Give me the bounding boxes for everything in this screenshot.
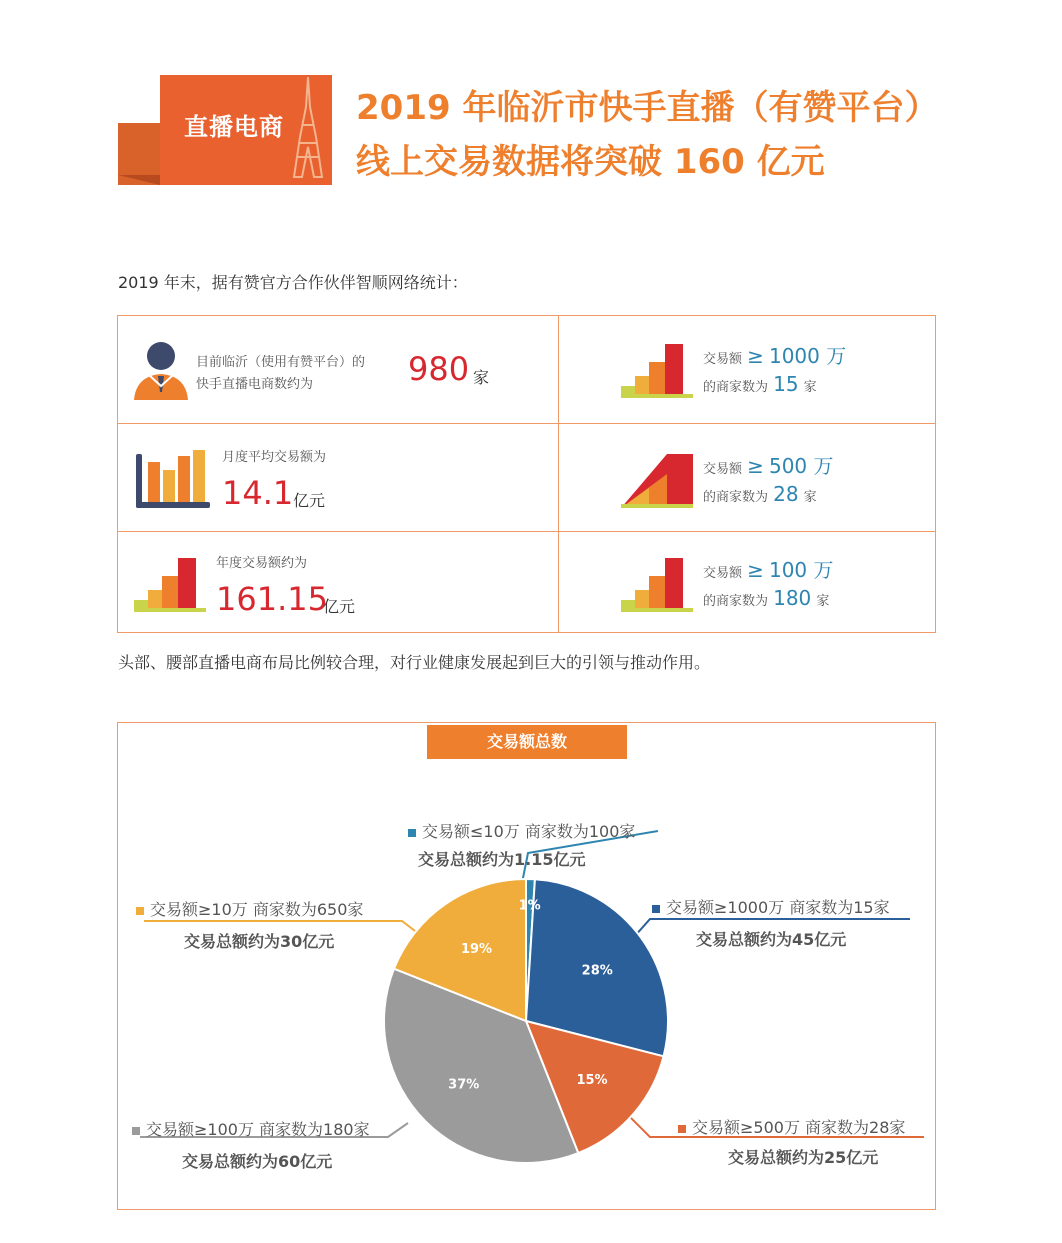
annual-cell — [118, 532, 558, 634]
tier-count-prefix: 的商家数为 — [703, 490, 769, 505]
pie-slice-label: 19% — [460, 942, 493, 958]
merchants-unit: 家 — [473, 368, 490, 387]
pie-slice-label: 28% — [581, 963, 613, 979]
monthly-value: 14.1 — [222, 474, 294, 512]
tier-count-prefix: 的商家数为 — [703, 594, 769, 609]
legend-swatch — [678, 1125, 686, 1133]
annual-label: 年度交易额约为 — [216, 556, 308, 571]
legend-swatch — [136, 907, 144, 915]
tier-prefix: 交易额 — [703, 566, 743, 581]
legend-text: 交易额≤10万 商家数为100家 — [422, 822, 636, 841]
tier-symbol: ≥ — [747, 454, 764, 478]
tier-cell-100w — [559, 532, 937, 634]
pie-chart-panel — [117, 722, 936, 1210]
badge-fold — [118, 175, 160, 185]
tier-count: 28 — [773, 482, 799, 506]
pie-slice-label: 15% — [576, 1073, 608, 1089]
tier-symbol: ≥ — [747, 558, 764, 582]
tier-count-unit: 家 — [816, 594, 830, 609]
tier-amount: 1000 万 — [768, 344, 847, 368]
legend-le10w — [408, 819, 635, 842]
annual-unit: 亿元 — [323, 597, 356, 616]
legend-text: 交易额≥100万 商家数为180家 — [146, 1120, 370, 1139]
chart-title: 交易额总数 — [427, 725, 627, 759]
legend-ge1000w — [652, 895, 890, 918]
legend-sub-ge1000w: 交易总额约为45亿元 — [696, 930, 847, 949]
legend-sub-ge100w: 交易总额约为60亿元 — [182, 1152, 333, 1171]
merchants-label-1: 目前临沂（使用有赞平台）的 — [196, 355, 366, 370]
legend-text: 交易额≥500万 商家数为28家 — [692, 1118, 906, 1137]
tier-prefix: 交易额 — [703, 352, 743, 367]
page-title-line2: 线上交易数据将突破 160 亿元 — [356, 142, 825, 182]
page-title-line1: 2019 年临沂市快手直播（有赞平台） — [356, 88, 939, 128]
legend-ge10w — [136, 897, 363, 920]
intro-text: 2019 年末，据有赞官方合作伙伴智顺网络统计： — [118, 273, 468, 292]
legend-text: 交易额≥1000万 商家数为15家 — [666, 898, 890, 917]
legend-swatch — [652, 905, 660, 913]
monthly-label: 月度平均交易额为 — [222, 450, 327, 465]
rising-bars-icon — [621, 452, 693, 508]
tower-icon — [286, 77, 330, 183]
legend-sub-ge10w: 交易总额约为30亿元 — [184, 932, 335, 951]
tier-symbol: ≥ — [747, 344, 764, 368]
legend-text: 交易额≥10万 商家数为650家 — [150, 900, 364, 919]
merchants-label-2: 快手直播电商数约为 — [196, 377, 314, 392]
legend-sub-ge500w: 交易总额约为25亿元 — [728, 1148, 879, 1167]
person-icon — [132, 340, 190, 402]
tier-count: 180 — [773, 586, 812, 610]
monthly-unit: 亿元 — [293, 491, 326, 510]
tier-amount: 500 万 — [768, 454, 834, 478]
monthly-cell — [118, 424, 558, 531]
tier-cell-500w — [559, 424, 937, 531]
rising-bars-icon — [134, 556, 206, 612]
legend-swatch — [132, 1127, 140, 1135]
tier-prefix: 交易额 — [703, 462, 743, 477]
legend-ge500w — [678, 1115, 905, 1138]
rising-bars-icon — [621, 556, 693, 612]
tier-cell-1000w — [559, 316, 937, 423]
merchants-value: 980 — [408, 350, 470, 388]
section-badge — [118, 75, 332, 185]
tier-count: 15 — [773, 372, 799, 396]
bar-chart-icon — [134, 444, 212, 510]
pie-slice-label: 37% — [448, 1077, 480, 1093]
annual-value: 161.15 — [216, 580, 328, 618]
legend-ge100w — [132, 1117, 370, 1140]
legend-swatch — [408, 829, 416, 837]
tier-count-prefix: 的商家数为 — [703, 380, 769, 395]
badge-label: 直播电商 — [184, 113, 284, 141]
stats-grid — [117, 315, 936, 633]
summary-text: 头部、腰部直播电商布局比例较合理，对行业健康发展起到巨大的引领与推动作用。 — [118, 653, 711, 672]
tier-count-unit: 家 — [803, 490, 817, 505]
tier-amount: 100 万 — [768, 558, 834, 582]
tier-count-unit: 家 — [803, 380, 817, 395]
merchants-cell — [118, 316, 558, 423]
pie-slice-label: 1% — [518, 898, 541, 914]
legend-sub-le10w: 交易总额约为1.15亿元 — [418, 850, 586, 869]
rising-bars-icon — [621, 342, 693, 398]
